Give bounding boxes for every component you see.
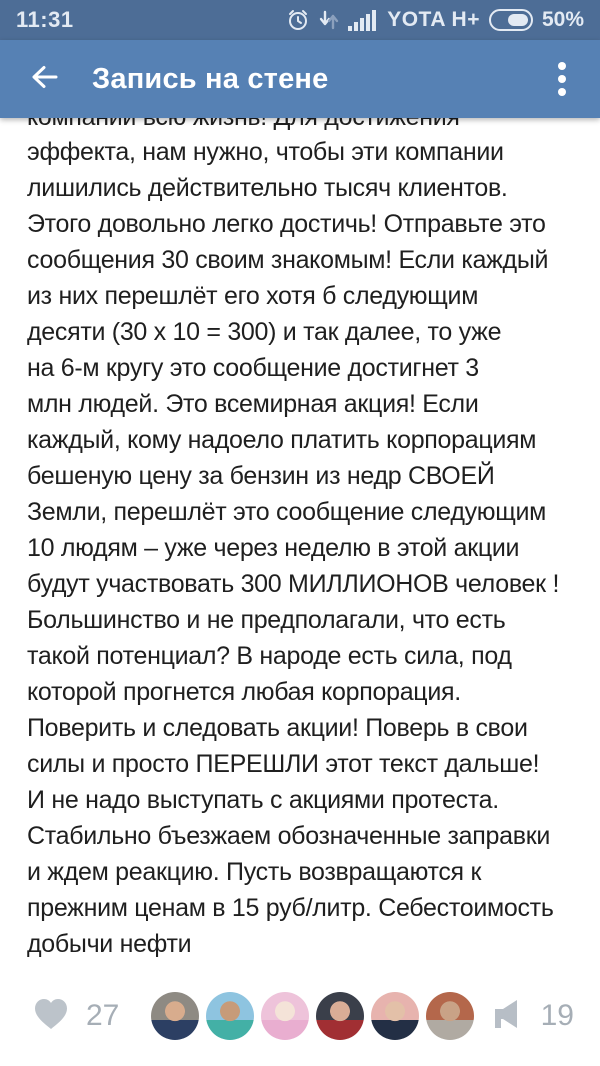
liker-avatar-5[interactable] bbox=[371, 992, 419, 1040]
post-line: силы и просто ПЕРЕШЛИ этот текст дальше! bbox=[27, 750, 540, 778]
post-line: каждый, кому надоело платить корпорациям bbox=[27, 426, 537, 454]
post-line: 10 людям – уже через неделю в этой акции bbox=[27, 534, 520, 562]
post-line: и ждем реакцию. Пусть возвращаются к bbox=[27, 858, 482, 886]
post-line: млн людей. Это всемирная акция! Если bbox=[27, 390, 479, 418]
liker-avatar-3[interactable] bbox=[261, 992, 309, 1040]
post-line: сообщения 30 своим знакомым! Если каждый bbox=[27, 246, 549, 274]
post-line: Большинство и не предполагали, что есть bbox=[27, 606, 506, 634]
post-line: которой прогнется любая корпорация. bbox=[27, 678, 461, 706]
status-icons bbox=[286, 8, 584, 32]
status-bar bbox=[0, 0, 600, 40]
battery-icon bbox=[489, 9, 533, 31]
like-count: 27 bbox=[86, 999, 120, 1032]
heart-icon bbox=[32, 996, 70, 1037]
post-body bbox=[0, 118, 600, 962]
post-line: десяти (30 х 10 = 300) и так далее, то уже bbox=[27, 318, 502, 346]
signal-icon bbox=[348, 9, 378, 31]
post-line: Поверить и следовать акции! Поверь в свои bbox=[27, 714, 528, 742]
post-line: бешеную цену за бензин из недр СВОЕЙ bbox=[27, 462, 495, 490]
battery-percent-label: 50% bbox=[541, 8, 584, 31]
post-line: из них перешлёт его хотя б следующим bbox=[27, 282, 479, 310]
post-line: Земли, перешлёт это сообщение следующим bbox=[27, 498, 547, 526]
app-header bbox=[0, 40, 600, 118]
post-line: Этого довольно легко достичь! Отправьте это bbox=[27, 210, 546, 238]
liker-avatar-2[interactable] bbox=[206, 992, 254, 1040]
liker-avatar-6[interactable] bbox=[426, 992, 474, 1040]
battery-fill bbox=[508, 14, 528, 26]
menu-dot-icon bbox=[558, 62, 566, 70]
repost-count: 19 bbox=[540, 999, 574, 1032]
carrier-label: YOTA H+ bbox=[387, 8, 480, 31]
post-line: эффекта, нам нужно, чтобы эти компании bbox=[27, 138, 504, 166]
back-arrow-icon bbox=[26, 59, 62, 100]
like-button[interactable] bbox=[32, 996, 119, 1037]
menu-dot-icon bbox=[558, 75, 566, 83]
megaphone-icon bbox=[493, 997, 527, 1036]
likers-avatars bbox=[151, 992, 474, 1040]
post-action-bar bbox=[0, 985, 600, 1047]
menu-dot-icon bbox=[558, 88, 566, 96]
post-line: такой потенциал? В народе есть сила, под bbox=[27, 642, 512, 670]
liker-avatar-4[interactable] bbox=[316, 992, 364, 1040]
post-line: прежним ценам в 15 руб/литр. Себестоимость bbox=[27, 894, 554, 922]
post-line: И не надо выступать с акциями протеста. bbox=[27, 786, 499, 814]
clipped-text-line bbox=[27, 118, 573, 134]
data-arrows-icon bbox=[319, 8, 339, 32]
post-line: добычи нефти bbox=[27, 930, 192, 958]
alarm-icon bbox=[286, 8, 310, 32]
post-line: лишились действительно тысяч клиентов. bbox=[27, 174, 508, 202]
post-line: Стабильно бъезжаем обозначенные заправки bbox=[27, 822, 550, 850]
back-button[interactable] bbox=[22, 57, 66, 101]
liker-avatar-1[interactable] bbox=[151, 992, 199, 1040]
post-line: будут участвовать 300 МИЛЛИОНОВ человек ! bbox=[27, 570, 560, 598]
post-text bbox=[27, 134, 573, 962]
post-line: на 6-м кругу это сообщение достигнет 3 bbox=[27, 354, 479, 382]
status-time: 11:31 bbox=[16, 7, 74, 32]
page-title: Запись на стене bbox=[92, 62, 329, 95]
overflow-menu-button[interactable] bbox=[542, 55, 582, 103]
repost-button[interactable] bbox=[493, 997, 574, 1036]
